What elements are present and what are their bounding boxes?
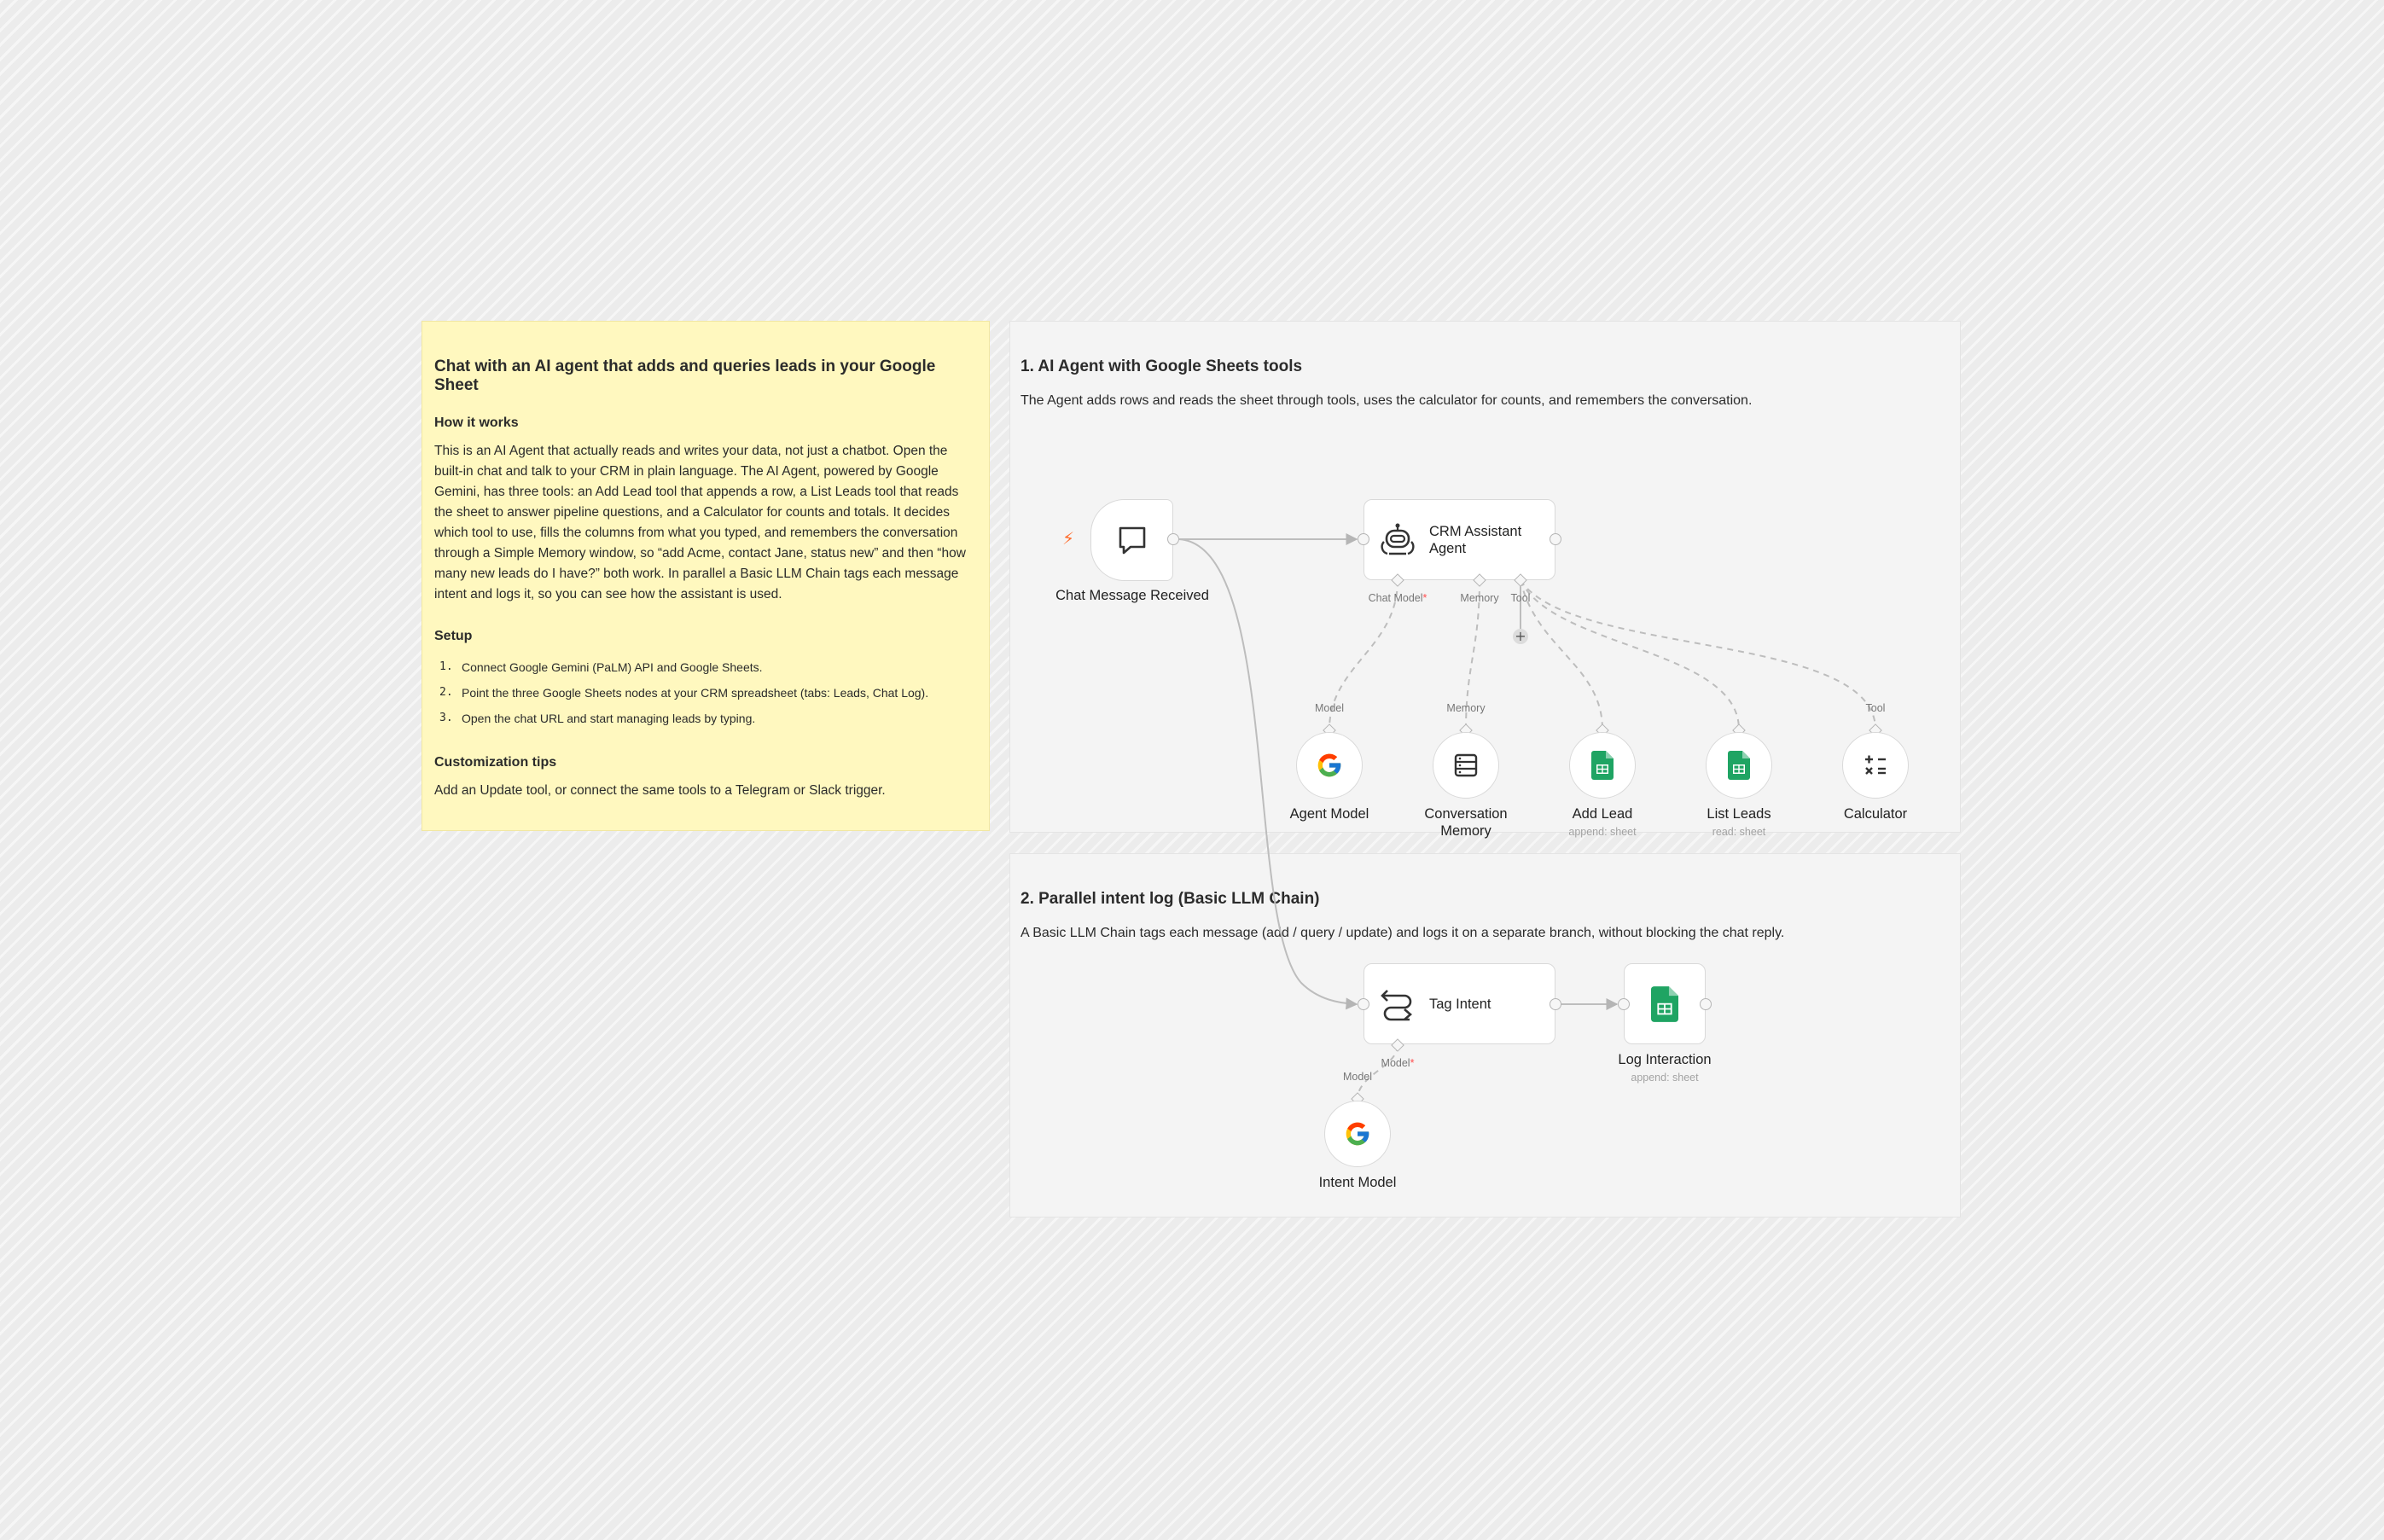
calculator-icon: [1863, 753, 1888, 778]
google-sheets-icon: [1651, 986, 1678, 1022]
tag-intent-title: Tag Intent: [1429, 996, 1491, 1012]
note-tips-heading: Customization tips: [434, 755, 557, 770]
note-how-text: This is an AI Agent that actually reads and writes your data, not just a chatbot. Open the built-in chat and talk to your CRM in plain language. The AI Agent, powered by Google Gemini, has three tools: an Add Lead tool that appends a row, a List Leads tool that reads the sheet to answer pipeline questions, and a Calculator for counts and totals. It decides which tool to use, fills the columns from what you typed, and remembers the conversation through a Simple Memory window, so “add Acme, contact Jane, status new” and then “how many new leads do I have?” both work. In parallel a Basic LLM Chain tags each message intent and logs it, so you can see how the assistant is used.: [434, 444, 966, 601]
tag-intent-input-handle[interactable]: [1358, 998, 1369, 1010]
calculator-node[interactable]: [1842, 732, 1909, 799]
agent-model-node[interactable]: [1296, 732, 1363, 799]
tag-intent-output-handle[interactable]: [1550, 998, 1561, 1010]
intent-model-label: Intent Model: [1318, 1175, 1397, 1190]
trigger-bolt-icon: ⚡: [1062, 528, 1075, 549]
chat-message-received-node[interactable]: [1090, 499, 1173, 581]
setup-step: [434, 654, 977, 680]
memory-port-label: Memory: [1446, 702, 1486, 714]
google-icon: [1316, 752, 1343, 779]
agent-memory-port-label: Memory: [1460, 592, 1499, 604]
calculator-port-label: Tool: [1865, 702, 1886, 714]
agent-model-port-label: Model: [1314, 702, 1345, 714]
conversation-memory-node[interactable]: [1433, 732, 1499, 799]
intent-model-node[interactable]: [1324, 1101, 1391, 1167]
setup-step: [434, 706, 977, 731]
section-1-description: The Agent adds rows and reads the sheet through tools, uses the calculator for counts, and remembers the conversation.: [1020, 393, 1753, 408]
log-interaction-subtitle: append: sheet: [1631, 1072, 1699, 1084]
google-icon: [1344, 1120, 1371, 1148]
agent-title: [1429, 523, 1521, 557]
calculator-label: Calculator: [1843, 806, 1908, 822]
agent-output-handle[interactable]: [1550, 533, 1561, 545]
chat-bubble-icon: [1115, 523, 1149, 557]
database-icon: [1453, 753, 1479, 778]
section-2-title: 2. Parallel intent log (Basic LLM Chain): [1020, 890, 1320, 908]
chat-message-received-label: Chat Message Received: [1055, 588, 1209, 603]
setup-step-text: Open the chat URL and start managing leads by typing.: [462, 712, 756, 725]
crm-assistant-agent-node[interactable]: [1364, 499, 1555, 580]
setup-step-text: Connect Google Gemini (PaLM) API and Google Sheets.: [462, 660, 763, 674]
list-leads-label: List Leads: [1707, 806, 1771, 822]
log-interaction-node[interactable]: [1624, 963, 1706, 1044]
agent-chat-model-port-label: Chat Model*: [1368, 592, 1427, 604]
agent-tool-port-label: Tool: [1510, 592, 1531, 604]
tag-intent-node[interactable]: [1364, 963, 1555, 1044]
setup-steps: [434, 654, 977, 731]
add-lead-node[interactable]: [1569, 732, 1636, 799]
llm-chain-icon: [1378, 985, 1417, 1023]
section-2-description: A Basic LLM Chain tags each message (add / query / update) and logs it on a separate branch, without blocking the chat reply.: [1020, 926, 1785, 940]
sticky-note-overview[interactable]: [422, 321, 990, 831]
list-leads-subtitle: read: sheet: [1712, 826, 1766, 838]
note-how-heading: How it works: [434, 416, 519, 430]
tag-intent-model-port-label: Model*: [1381, 1057, 1415, 1069]
agent-model-label: Agent Model: [1289, 806, 1369, 822]
log-interaction-label: Log Interaction: [1618, 1052, 1712, 1067]
memory-label-line1: Conversation: [1424, 806, 1508, 822]
intent-model-port-label: Model: [1342, 1071, 1373, 1083]
add-lead-subtitle: append: sheet: [1568, 826, 1637, 838]
trigger-output-handle[interactable]: [1167, 533, 1179, 545]
setup-step: [434, 680, 977, 706]
log-interaction-input-handle[interactable]: [1618, 998, 1630, 1010]
google-sheets-icon: [1728, 751, 1750, 780]
memory-label-line2: Memory: [1440, 823, 1491, 839]
note-tips-text: Add an Update tool, or connect the same tools to a Telegram or Slack trigger.: [434, 783, 886, 798]
add-tool-plus-icon[interactable]: +: [1513, 629, 1528, 644]
note-title: Chat with an AI agent that adds and queries leads in your Google Sheet: [434, 357, 936, 394]
setup-step-number: 3.: [439, 712, 453, 724]
log-interaction-output-handle[interactable]: [1700, 998, 1712, 1010]
section-1-title: 1. AI Agent with Google Sheets tools: [1020, 357, 1303, 375]
setup-step-number: 1.: [439, 660, 453, 673]
agent-title-line1: CRM Assistant: [1429, 523, 1522, 539]
list-leads-node[interactable]: [1706, 732, 1772, 799]
note-setup-heading: Setup: [434, 629, 473, 643]
agent-input-handle[interactable]: [1358, 533, 1369, 545]
setup-step-text: Point the three Google Sheets nodes at your CRM spreadsheet (tabs: Leads, Chat Log).: [462, 686, 929, 700]
setup-step-number: 2.: [439, 686, 453, 699]
google-sheets-icon: [1591, 751, 1614, 780]
agent-title-line2: Agent: [1429, 540, 1467, 556]
add-lead-label: Add Lead: [1572, 806, 1633, 822]
robot-icon: [1378, 521, 1417, 559]
